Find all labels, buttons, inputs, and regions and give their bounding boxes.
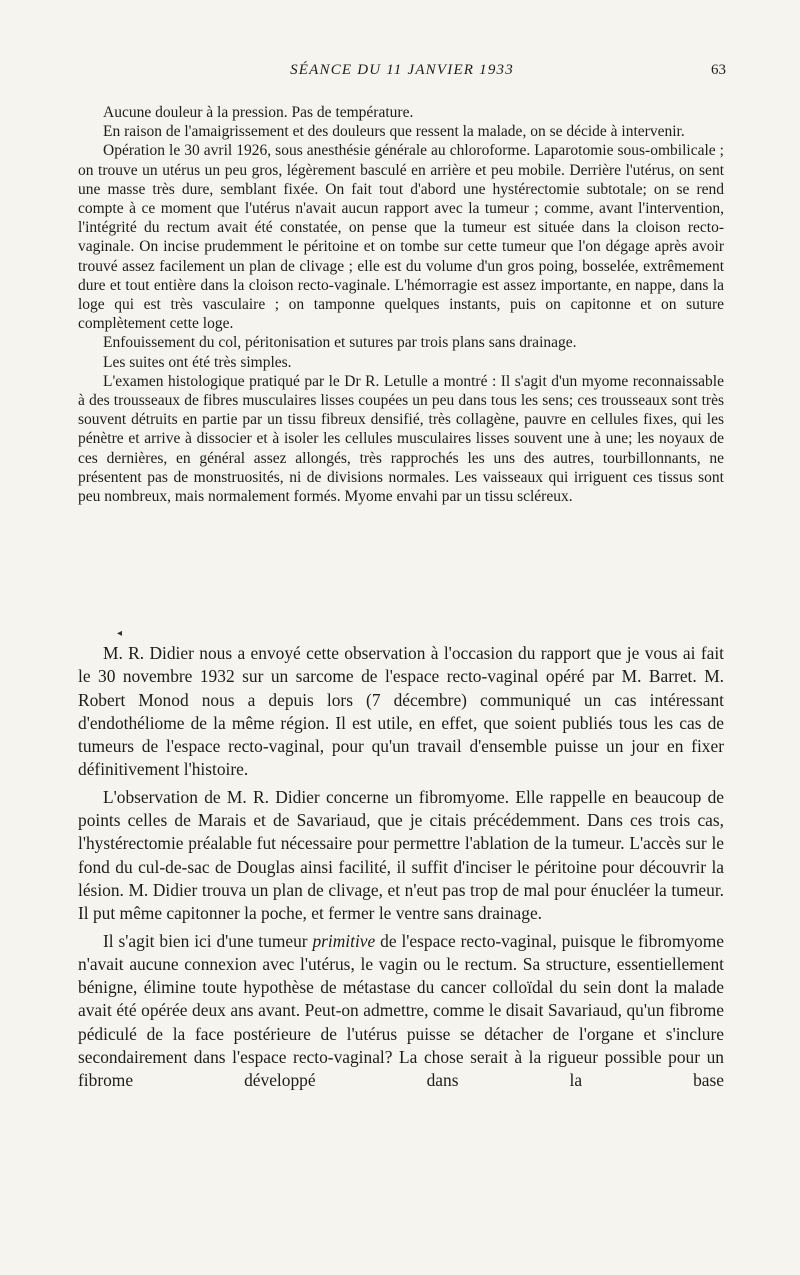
paragraph: Les suites ont été très simples. <box>103 353 292 371</box>
commentary <box>78 642 724 1097</box>
paragraph: L'observation de M. R. Didier concerne un fibromyome. Elle rappelle en beaucoup de points celles de Marais et de Savariaud, que je citais précédemment. Dans ces trois cas, l'hystérectomie préalable fut nécessaire pour permettre l'ablation de la tumeur. L'accès sur le fond du cul-de-sac de Douglas ainsi facilité, il suffit d'inciser le péritoine pour découvrir la lésion. M. Didier trouva un plan de clivage, et n'eut pas trop de mal pour énucléer la tumeur. Il put même capitonner la poche, et fermer le ventre sans drainage. <box>78 786 724 924</box>
case-report <box>78 103 724 506</box>
page-header <box>78 62 726 84</box>
paragraph: En raison de l'amaigrissement et des douleurs que ressent la malade, on se décide à intervenir. <box>103 123 685 141</box>
emphasis: primitive <box>312 930 376 951</box>
paragraph: Aucune douleur à la pression. Pas de température. <box>103 104 414 121</box>
paragraph: Opération le 30 avril 1926, sous anesthésie générale au chloroforme. Laparotomie sous-ombilicale ; on trouve un utérus un peu gros, légèrement basculé en arrière et peu mobile. Derrière l'utérus, on sent une masse très dure, semblant fixée. On fait tout d'abord une hystérectomie subtotale; on se rend compte à ce moment que l'utérus n'avait aucun rapport avec la tumeur ; comme, avant l'intervention, l'intégrité du rectum avait été constatée, on pense que la tumeur est située dans la cloison recto-vaginale. On incise prudemment le péritoine et on tombe sur cette tumeur que l'on dégage après avoir trouvé assez facilement un plan de clivage ; elle est du volume d'un gros poing, bosselée, extrêmement dure et tout entière dans la cloison recto-vaginale. L'hémorragie est assez importante, en nappe, dans la loge qui est très vasculaire ; on tamponne quelques instants, puis on capitonne et on suture complètement cette loge. <box>78 142 724 333</box>
paragraph <box>78 930 724 1093</box>
section-marker: ◂ <box>117 628 123 639</box>
page-number: 63 <box>711 62 726 78</box>
paragraph: Enfouissement du col, péritonisation et sutures par trois plans sans drainage. <box>103 334 577 352</box>
text-run: de l'espace recto-vaginal, puisque le fibromyome n'avait aucune connexion avec l'utérus, le vagin ou le rectum. Sa structure, essentiellement bénigne, élimine toute hypothèse de métastase du cancer colloïdal du sein dont la malade avait été opérée deux ans avant. Peut-on admettre, comme le disait Savariaud, qu'un fibrome pédiculé de la face postérieure de l'utérus puisse se détacher de l'organe et s'inclure secondairement dans l'espace recto-vaginal? La chose serait à la rigueur possible pour un fibrome développé dans la base <box>78 930 724 1091</box>
paragraph: L'examen histologique pratiqué par le Dr R. Letulle a montré : Il s'agit d'un myome reconnaissable à des trousseaux de fibres musculaires lisses coupées un peu dans tous les sens; ces trousseaux sont très souvent détruits en partie par un tissu fibreux densifié, très collagène, pauvre en cellules fixes, qui les pénètre et arrive à dissocier et à isoler les cellules musculaires lisses souvent une à une; les noyaux de ces dernières, en général assez allongés, très rapprochés les uns des autres, tourbillonnants, ne présentent pas de monstruosités, ni de divisions normales. Les vaisseaux qui irriguent ces tissus sont peu nombreux, mais normalement formés. Myome envahi par un tissu scléreux. <box>78 372 724 506</box>
text-run: Il s'agit bien ici d'une tumeur <box>103 930 313 951</box>
paragraph: M. R. Didier nous a envoyé cette observation à l'occasion du rapport que je vous ai fait le 30 novembre 1932 sur un sarcome de l'espace recto-vaginal opéré par M. Barret. M. Robert Monod nous a depuis lors (7 décembre) communiqué un cas intéressant d'endothéliome de la même région. Il est utile, en effet, que soient publiés tous les cas de tumeurs de l'espace recto-vaginal, pour qu'un travail d'ensemble puisse un jour en fixer définitivement l'histoire. <box>78 643 724 780</box>
running-title: SÉANCE DU 11 JANVIER 1933 <box>290 62 514 78</box>
